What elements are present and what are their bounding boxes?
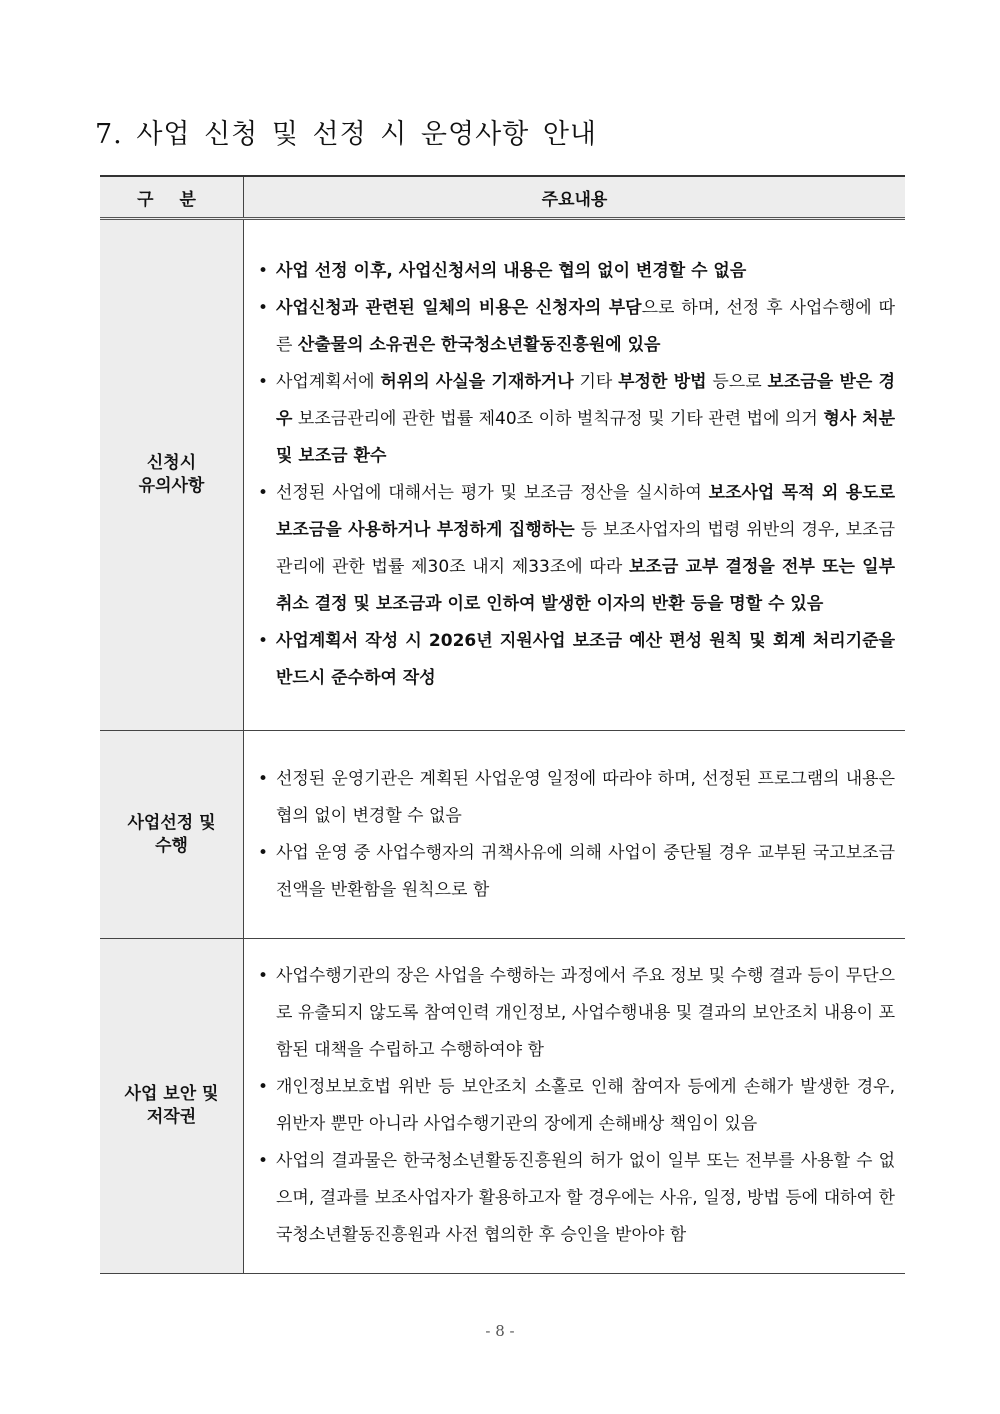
bullet-item — [256, 290, 895, 364]
bold-text: 사업계획서 작성 시 2026년 지원사업 보조금 예산 편성 원칙 및 회계 처리기준을 반드시 준수하여 작성 — [276, 631, 895, 688]
bullet-item — [256, 761, 895, 835]
text: 선정된 사업에 대해서는 평가 및 보조금 정산을 실시하여 — [276, 483, 709, 503]
text: 사업수행기관의 장은 사업을 수행하는 과정에서 주요 정보 및 수행 결과 등이 무단으로 유출되지 않도록 참여인력 개인정보, 사업수행내용 및 결과의 보안조치 내용이 포함된 대책을 수립하고 수행하여야 함 — [276, 966, 895, 1060]
text: 등으로 — [706, 372, 768, 392]
table-row — [100, 731, 905, 939]
table-row — [100, 219, 905, 731]
bullet-item — [256, 835, 895, 909]
row-label — [100, 939, 244, 1274]
bold-text: 허위의 사실을 기재하거나 — [380, 372, 574, 392]
text: 기타 — [573, 372, 619, 392]
bold-text: 보조사업 목적 외 용도로 보조금을 사용하거나 부정하게 집행하는 — [276, 483, 896, 540]
text: 보조금관리에 관한 법률 제40조 이하 벌칙규정 및 기타 관련 법에 의거 — [292, 409, 824, 429]
bold-text: 부정한 방법 — [618, 372, 707, 392]
row-label — [100, 731, 244, 939]
table-row — [100, 939, 905, 1274]
row-label-line: 신청시 — [146, 453, 197, 473]
row-label-line: 사업선정 및 — [127, 812, 216, 833]
bullet-list — [256, 253, 895, 697]
bullet-item — [256, 958, 895, 1069]
text: 사업계획서에 — [276, 372, 381, 392]
row-content — [244, 731, 906, 939]
bullet-item — [256, 253, 895, 290]
row-label-line: 저작권 — [146, 1107, 197, 1127]
bold-text: 보조금을 받은 경우 — [276, 372, 896, 429]
text: 선정된 운영기관은 계획된 사업운영 일정에 따라야 하며, 선정된 프로그램의 내용은 협의 없이 변경할 수 없음 — [276, 768, 895, 826]
row-label-line: 수행 — [155, 835, 188, 856]
page-number: - 8 - — [485, 1322, 515, 1340]
text: 사업 운영 중 사업수행자의 귀책사유에 의해 사업이 중단될 경우 교부된 국고보조금 전액을 반환함을 원칙으로 함 — [276, 842, 895, 900]
bold-text: 보조금 교부 결정을 전부 또는 일부 취소 결정 및 보조금과 이로 인하여 발생한 이자의 반환 등을 명할 수 있음 — [276, 557, 896, 614]
bold-text: 사업 선정 이후, 사업신청서의 내용은 협의 없이 변경할 수 없음 — [276, 261, 747, 281]
bullet-item — [256, 364, 895, 475]
text: 등 보조사업자의 법령 위반의 경우, 보조금 관리에 관한 법률 제30조 내지 제33조에 따라 — [276, 520, 895, 577]
bullet-item — [256, 475, 895, 623]
bullet-list — [256, 761, 895, 909]
row-content — [244, 219, 906, 731]
text: 사업의 결과물은 한국청소년활동진흥원의 허가 없이 일부 또는 전부를 사용할 수 없으며, 결과를 보조사업자가 활용하고자 할 경우에는 사유, 일정, 방법 등에 대하여 한국청소년활동진흥원과 사전 협의한 후 승인을 받아야 함 — [276, 1151, 895, 1245]
bullet-item — [256, 1069, 895, 1143]
bullet-item — [256, 623, 895, 697]
text: 으로 하며, 선정 후 사업수행에 따른 — [276, 298, 895, 355]
text: 개인정보보호법 위반 등 보안조치 소홀로 인해 참여자 등에게 손해가 발생한 경우, 위반자 뿐만 아니라 사업수행기관의 장에게 손해배상 책임이 있음 — [276, 1077, 895, 1134]
bold-text: 형사 처분 및 보조금 환수 — [276, 409, 896, 466]
header-category: 구 분 — [100, 176, 244, 219]
row-label-line: 사업 보안 및 — [124, 1084, 219, 1104]
table-header-row — [100, 176, 905, 219]
bold-text: 산출물의 소유권은 한국청소년활동진흥원에 있음 — [297, 335, 661, 355]
guidance-table — [100, 175, 905, 1274]
header-main-content: 주요내용 — [244, 176, 906, 219]
row-content — [244, 939, 906, 1274]
row-label-line: 유의사항 — [138, 476, 205, 496]
row-label — [100, 219, 244, 731]
bold-text: 사업신청과 관련된 일체의 비용은 신청자의 부담 — [276, 298, 642, 318]
page-title: 7. 사업 신청 및 선정 시 운영사항 안내 — [95, 119, 597, 150]
bullet-list — [256, 958, 895, 1254]
bullet-item — [256, 1143, 895, 1254]
